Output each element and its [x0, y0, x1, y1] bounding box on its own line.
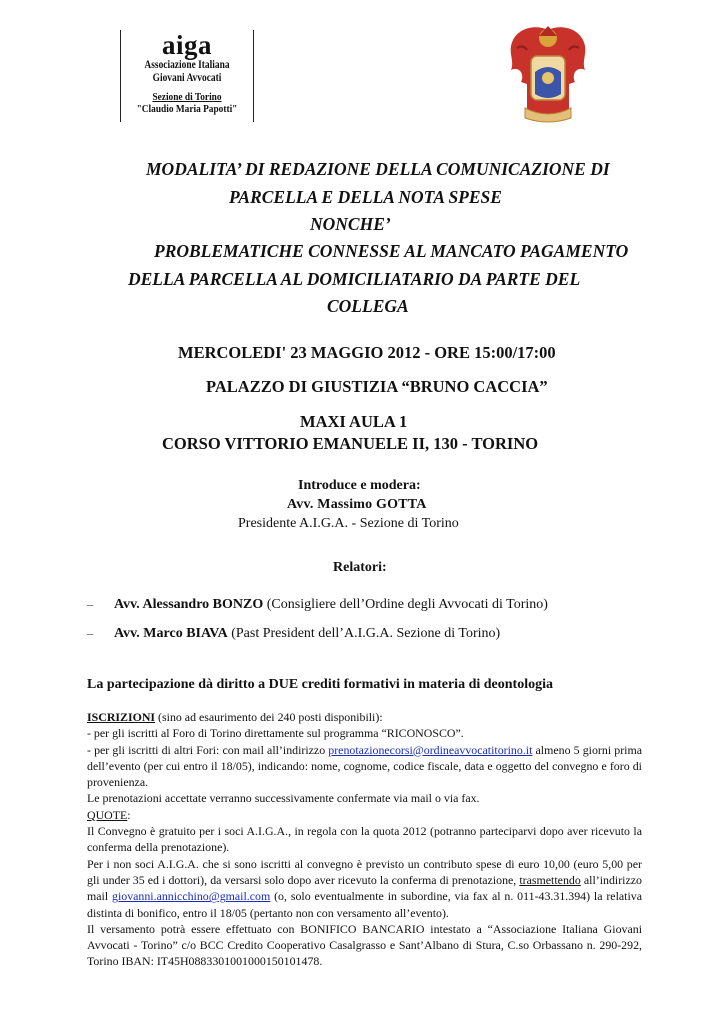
registration-and-fees	[87, 709, 642, 970]
moderator-heading: Introduce e modera:	[298, 478, 421, 493]
title-line: PROBLEMATICHE CONNESSE AL MANCATO PAGAMENTO	[154, 241, 629, 261]
logo-line-dedication: "Claudio Maria Papotti"	[136, 103, 238, 115]
credits-statement: La partecipazione dà diritto a DUE crediti formativi in materia di deontologia	[87, 677, 553, 692]
moderator-role: Presidente A.I.G.A. - Sezione di Torino	[238, 516, 459, 531]
event-room: MAXI AULA 1	[300, 412, 408, 431]
speaker-role: (Past President dell’A.I.G.A. Sezione di Torino)	[227, 626, 501, 641]
fees-heading: QUOTE:	[87, 807, 131, 822]
registration-line: - per gli iscritti al Foro di Torino direttamente sul programma “RICONOSCO”.	[87, 726, 464, 741]
event-address: CORSO VITTORIO EMANUELE II, 130 - TORINO	[162, 434, 539, 453]
registration-line: - per gli iscritti di altri Fori: con mail all’indirizzo prenotazionecorsi@ordineavvocatitorino.it almeno 5 giorni prima dell’evento (per cui entro il 18/05), indicando: nome, cognome, codice fiscale, data e oggetto del convegno e foro di provenienza.	[87, 742, 642, 790]
fees-email-link[interactable]: giovanni.annicchino@gmail.com	[112, 889, 271, 904]
speaker-item	[87, 626, 500, 642]
fees-paragraph: Il Convegno è gratuito per i soci A.I.G.A., in regola con la quota 2012 (potranno parteciparvi dopo aver ricevuto la conferma della prenotazione).	[87, 824, 642, 855]
speaker-item	[87, 597, 548, 613]
fees-label: QUOTE	[87, 807, 128, 822]
list-dash: –	[87, 597, 93, 611]
logo-line-section: Sezione di Torino	[152, 91, 222, 103]
fees-paragraph: Il versamento potrà essere effettuato con BONIFICO BANCARIO intestato a “Associazione Italiana Giovani Avvocati - Torino” c/o BCC Credito Cooperativo Casalgrasso e Sant’Albano di Stura, C.so Orbassano n. 290-292, Torino IBAN: IT45H0883301001000150101478.	[87, 921, 642, 969]
moderator-section	[0, 478, 724, 538]
fees-paragraph: Per i non soci A.I.G.A. che si sono iscritti al convegno è previsto un contributo spese di euro 10,00 (euro 5,00 per gli under 35 ed i dottori), da versarsi solo dopo aver ricevuto la conferma di prenotazione, trasmettendo all’indirizzo mail giovanni.annicchino@gmail.com (o, solo eventualmente in subordine, via fax al n. 011-43.31.394) la relativa distinta di bonifico, entro il 18/05 (pertanto non con versamento all’evento).	[87, 856, 642, 920]
logo-line-association: Associazione Italiana	[144, 59, 230, 71]
list-dash: –	[87, 626, 93, 640]
speaker-name: Avv. Marco BIAVA	[114, 626, 228, 641]
title-line: DELLA PARCELLA AL DOMICILIATARIO DA PARTE DEL	[128, 269, 581, 289]
logo-name: aiga	[161, 30, 212, 60]
event-venue: PALAZZO DI GIUSTIZIA “BRUNO CACCIA”	[206, 377, 548, 396]
title-line: MODALITA’ DI REDAZIONE DELLA COMUNICAZIONE DI	[146, 159, 610, 179]
registration-label: ISCRIZIONI	[87, 710, 156, 724]
registration-line: Le prenotazioni accettate verranno successivamente confermate via mail o via fax.	[87, 791, 480, 806]
speaker-name: Avv. Alessandro BONZO	[114, 597, 264, 612]
title-line: NONCHE’	[310, 214, 391, 234]
aiga-logo	[120, 30, 254, 122]
registration-email-link[interactable]: prenotazionecorsi@ordineavvocatitorino.it	[328, 742, 533, 757]
heraldic-seal-icon	[505, 22, 591, 126]
title-line: PARCELLA E DELLA NOTA SPESE	[229, 187, 502, 207]
moderator-name: Avv. Massimo GOTTA	[287, 497, 427, 512]
speaker-role: (Consigliere dell’Ordine degli Avvocati di Torino)	[263, 597, 548, 612]
event-details	[0, 343, 724, 463]
document-title	[0, 158, 724, 318]
logo-line-young-lawyers: Giovani Avvocati	[152, 71, 222, 84]
speakers-heading: Relatori:	[333, 560, 387, 575]
registration-heading: ISCRIZIONI (sino ad esaurimento dei 240 posti disponibili):	[87, 710, 383, 724]
event-date: MERCOLEDI' 23 MAGGIO 2012 - ORE 15:00/17:00	[178, 343, 556, 362]
title-line: COLLEGA	[327, 296, 409, 316]
